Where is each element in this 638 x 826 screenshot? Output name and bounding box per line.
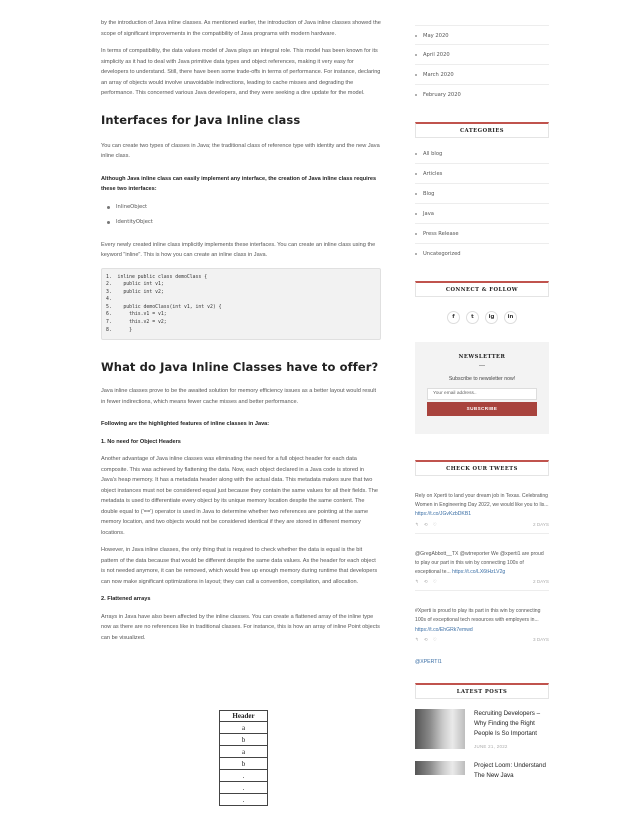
table-cell: . [220,770,268,782]
table-cell: b [220,758,268,770]
instagram-icon[interactable]: ig [485,311,498,324]
article-body [101,18,381,650]
archive-link[interactable]: February 2020 [415,85,549,105]
archive-link[interactable]: April 2020 [415,45,549,65]
newsletter-text: Subscribe to newsletter now! [448,376,516,382]
table-cell: . [220,794,268,806]
like-icon[interactable]: ♡ [432,636,437,642]
twitter-icon[interactable]: t [466,311,479,324]
category-link[interactable]: Press Release [415,224,549,244]
email-input[interactable]: Your email address.. [427,388,537,400]
archive-link[interactable]: March 2020 [415,65,549,85]
tweet-meta [415,577,549,591]
paragraph: Arrays in Java have also been affected by the inline classes. You can create a flattened array of the inline type now as there are no references like in traditional classes. For instance, this is how an array of inline Point objects can be visualized. [101,613,380,641]
section-heading: What do Java Inline Classes have to offer? [101,360,379,375]
post-item[interactable] [415,761,549,777]
category-link[interactable]: Uncategorized [415,244,549,264]
tweet-text: @GregAbbott__TX @wtrreporter We @xperti1 are proud to play our part in this win by connecting 100s of exceptional te... [415,550,544,576]
paragraph: In terms of compatibility, the data values model of Java plays an integral role. This model has been known for its simplicity as it had to deal with Java primitive data types and object references, making it very easy for developers to understand. Still, there have been some trade-offs in terms of performance. For instance, declaring an array of objects would involve unavoidable indirections, leading to cache misses and degrading the performance. This concerned various Java developers, and they were seeking a dire update for the model. [101,48,381,96]
like-icon[interactable]: ♡ [432,579,437,585]
paragraph: You can create two types of classes in Java; the traditional class of reference type with identity and the new Java inline class. [101,142,380,159]
retweet-icon[interactable]: ⟲ [423,521,428,527]
linkedin-icon[interactable]: in [504,311,517,324]
table-cell: a [220,722,268,734]
table-header: Header [220,711,268,722]
tweet-text: #Xperti is proud to play its part in this win by connecting 100s of exceptional tech resources with employers in... [415,608,541,624]
tweet-meta [415,635,549,649]
subheading: 1. No need for Object Headers [101,438,181,445]
divider [479,365,485,366]
subscribe-button[interactable]: SUBSCRIBE [427,402,537,416]
interface-list [107,202,381,228]
paragraph-strong: Following are the highlighted features of inline classes in Java: [101,421,270,428]
retweet-icon[interactable]: ⟲ [423,636,428,642]
archive-link[interactable]: May 2020 [415,25,549,45]
connect-title: CONNECT & FOLLOW [415,281,549,297]
paragraph: Another advantage of Java inline classes was eliminating the need for a full object header for each data composite. This was achieved by flattening the data. Now, each object declared in a Java code is stored in Java's heap memory. It has a metadata header along with the actual data. This metadata makes sure that two object instances must not be considered equal just because they contain the same values for all their fields. The metadata is used to differentiate every object by its unique memory location despite the same content. The double equal to ('==') operator is used in Java to determine whether two references are pointing at the same memory location, and two objects would not be considered identical if they are stored in different memory locations. [101,456,378,536]
paragraph-strong: Although Java inline class can easily implement any interface, the creation of Java inline class requires these two interfaces: [101,175,377,192]
retweet-icon[interactable]: ⟲ [423,579,428,585]
tweet-link[interactable]: https://t.co/JGvKzbDKB1 [415,511,472,518]
latest-posts-title: LATEST POSTS [415,683,549,699]
like-icon[interactable]: ♡ [432,521,437,527]
sidebar [415,0,549,777]
post-thumbnail[interactable] [415,761,465,775]
list-item: IdentityObject [107,217,381,228]
tweet [415,599,549,649]
newsletter-title: NEWSLETTER [458,354,506,360]
paragraph: However, in Java inline classes, the only thing that is required to check whether the data is equal is the bit pattern of the data because that would be different despite the same data values. As the header for each object is not needed anymore, it can be removed, which would free up enough memory during runtime that developers can now make significant optimizations in layout; they can call a convention, compilation, and allocation. [101,547,378,585]
categories-title: CATEGORIES [415,122,549,138]
category-link[interactable]: Blog [415,184,549,204]
post-thumbnail[interactable] [415,709,465,749]
newsletter-widget [415,342,549,434]
paragraph: by the introduction of Java inline classes. As mentioned earlier, the introduction of Java inline classes showed the scope of significant improvements in the compatibility of Java programs with modern hardware. [101,20,381,37]
categories-list [415,144,549,264]
tweet-meta [415,520,549,534]
tweet-link[interactable]: https://t.co/EhGRk7emwd [415,626,473,633]
table-cell: a [220,746,268,758]
paragraph: Every newly created inline class implicitly implements these interfaces. You can create an inline class using the keyword "inline". This is how you can create an inline class in Java. [101,241,376,258]
tweet-time: 2 DAYS [533,579,549,585]
section-heading: Interfaces for Java Inline class [101,112,301,127]
tweets-title: CHECK OUR TWEETS [415,460,549,476]
twitter-handle-link[interactable]: @XPERTI1 [415,658,442,665]
table-cell: b [220,734,268,746]
post-title[interactable]: Project Loom: Understand The New Java [474,761,546,777]
tweet-text: Rely on Xperti to land your dream job in Texas. Celebrating Women in Engineering Day 2022, we would like you to lis... [415,493,549,509]
paragraph: Java inline classes prove to be the awaited solution for memory efficiency issues as a better layout would result in fewer indirections, which means fewer cache misses and better performance. [101,388,377,405]
tweet [415,484,549,534]
post-item[interactable] [415,709,549,749]
table-cell: . [220,782,268,794]
list-item: InlineObject [107,202,381,213]
tweet-link[interactable]: https://t.co/LX6tHzLV2g [452,569,506,576]
post-date: JUNE 21, 2022 [474,743,508,749]
subheading: 2. Flattened arrays [101,596,151,603]
flattened-array-table [219,710,268,806]
category-link[interactable]: All blog [415,144,549,164]
tweet-time: 3 DAYS [533,636,549,642]
tweet [415,542,549,592]
category-link[interactable]: Java [415,204,549,224]
category-link[interactable]: Articles [415,164,549,184]
reply-icon[interactable]: ↰ [415,579,419,585]
post-title[interactable]: Recruiting Developers – Why Finding the Right People Is So Important [474,709,541,737]
tweet-time: 2 DAYS [533,521,549,527]
code-block: 1. inline public class demoClass { 2. public int v1; 3. public int v2; 4. 5. public demoClass(int v1, int v2) { 6. this.v1 = v1; 7. this.v2 = v2; 8. } [101,268,381,341]
facebook-icon[interactable]: f [447,311,460,324]
social-links [415,311,549,324]
reply-icon[interactable]: ↰ [415,521,419,527]
archives-list [415,25,549,105]
reply-icon[interactable]: ↰ [415,636,419,642]
